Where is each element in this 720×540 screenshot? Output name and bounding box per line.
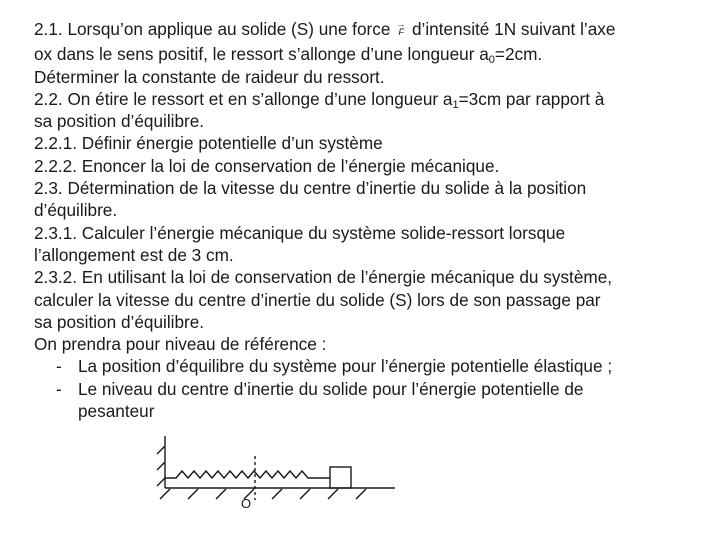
p1-text-after-force: d’intensité 1N suivant l’axe: [407, 19, 616, 39]
ground-hatch: [188, 489, 198, 499]
bullet-dash: -: [56, 378, 62, 399]
reference-list: [34, 355, 702, 422]
p221-line: 2.2.1. Définir énergie potentielle d’un système: [34, 133, 383, 154]
bullet-dash: -: [56, 356, 62, 377]
p1-line2-text: ox dans le sens positif, le ressort s’allonge d’une longueur a: [34, 44, 489, 65]
p222-line: 2.2.2. Enoncer la loi de conservation de l’énergie mécanique.: [34, 155, 500, 176]
wall-hatch: [157, 478, 165, 486]
spring-mass-figure: [150, 432, 410, 522]
p1-line1: [34, 18, 702, 43]
force-letter: F: [398, 27, 404, 37]
exercise-text: [34, 18, 702, 422]
ground-hatch: [272, 489, 282, 499]
ground-hatch: [216, 489, 226, 499]
ground-hatch: [300, 489, 310, 499]
p23-line1: 2.3. Détermination de la vitesse du centre d’inertie du solide à la position: [34, 178, 587, 199]
list-item: [34, 355, 702, 377]
list-item-continuation: [34, 400, 702, 422]
p2-line1-text: 2.2. On étire le ressort et en s’allonge d’une longueur a: [34, 88, 453, 109]
list-item: [34, 378, 702, 400]
p231-line1: 2.3.1. Calculer l’énergie mécanique du système solide-ressort lorsque: [34, 222, 566, 243]
vector-arrow-icon: →: [396, 19, 406, 29]
p1-line3: Déterminer la constante de raideur du ressort.: [34, 66, 385, 87]
origin-label: O: [241, 496, 252, 511]
ground-hatch: [160, 489, 170, 499]
solid-block: [330, 467, 351, 488]
ground-hatch: [328, 489, 338, 499]
p232-line1: 2.3.2. En utilisant la loi de conservation de l’énergie mécanique du système,: [34, 267, 613, 288]
wall-hatch: [157, 462, 165, 470]
p2-line1: [34, 88, 702, 110]
force-vector-symbol: [395, 21, 407, 43]
p231-line2: l’allongement est de 3 cm.: [34, 244, 234, 265]
bullet-text: La position d’équilibre du système pour l’énergie potentielle élastique ;: [78, 356, 613, 377]
ground-hatch: [356, 489, 366, 499]
p1-text-before-force: 2.1. Lorsqu’on applique au solide (S) une force: [34, 19, 396, 39]
p2-line2: sa position d’équilibre.: [34, 111, 205, 132]
bullet-text: Le niveau du centre d’inertie du solide pour l’énergie potentielle de: [78, 378, 584, 399]
spring: [165, 471, 330, 478]
p232-line2: calculer la vitesse du centre d’inertie du solide (S) lors de son passage par: [34, 289, 601, 310]
reference-intro: On prendra pour niveau de référence :: [34, 334, 327, 355]
a1-subscript: 1: [452, 98, 459, 111]
p1-line2: [34, 43, 702, 65]
p2-line1-end: =3cm par rapport à: [458, 88, 605, 109]
p23-line2: d’équilibre.: [34, 200, 118, 221]
wall-hatch: [157, 446, 165, 454]
p1-line2-end: =2cm.: [494, 44, 543, 65]
a0-subscript: 0: [488, 54, 495, 67]
bullet-text: pesanteur: [78, 401, 155, 422]
p232-line3: sa position d’équilibre.: [34, 311, 205, 332]
